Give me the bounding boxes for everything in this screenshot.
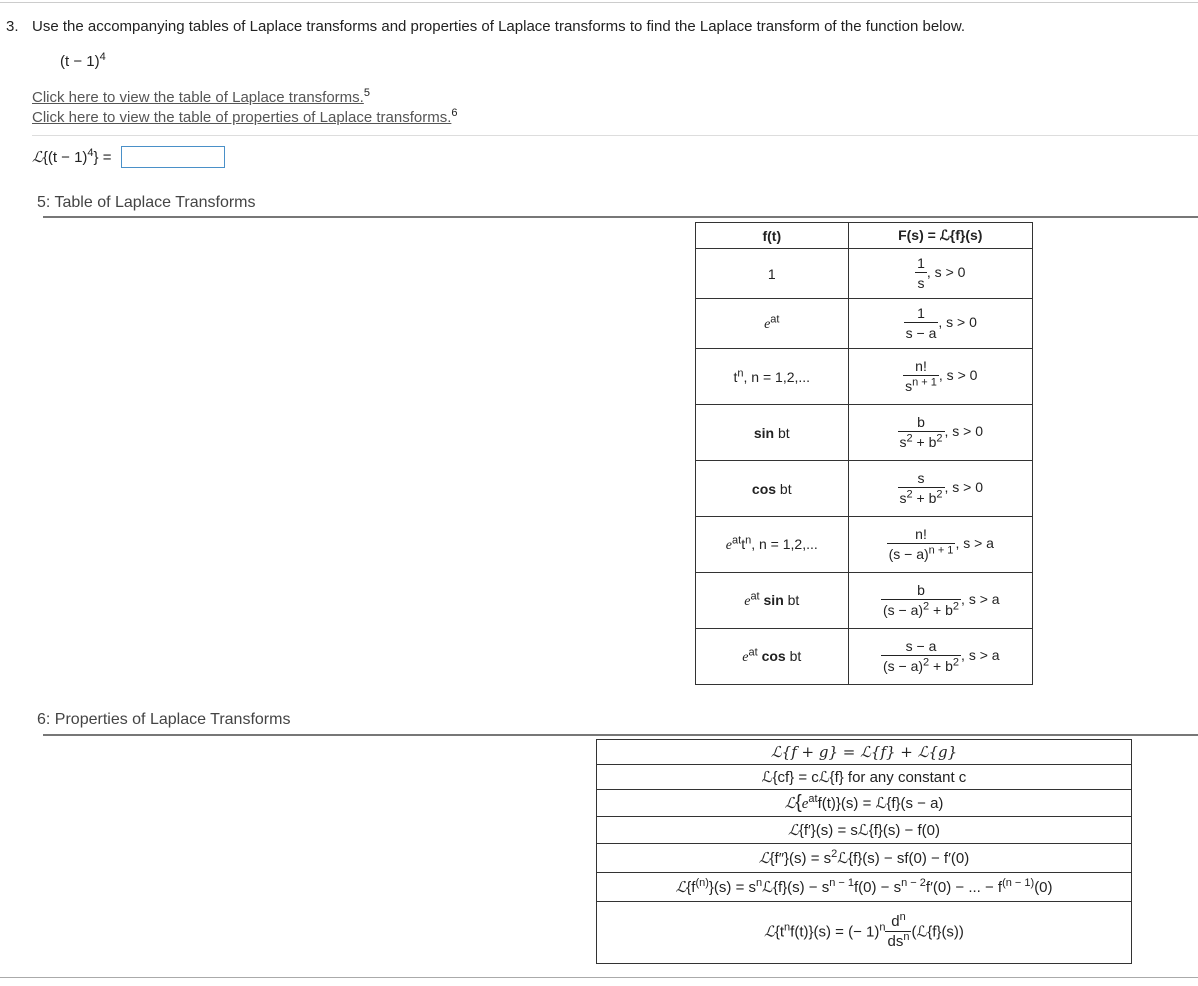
table-row: 1 $\frac{1}{s}$ , s > 0 [696, 249, 1033, 299]
table-row: $ℒ\{f^{(n)}\}(s)$ = $s^nℒ\{f\}(s) - s^{n - 1}f(0) - s^{n - 2}f'(0)$ − ... − $f^{(n - 1)}(0)$ [597, 873, 1132, 902]
problem-number: 3. [6, 18, 19, 35]
link-laplace-table[interactable]: Click here to view the table of Laplace transforms.$^5$ [32, 87, 370, 106]
table5-title: 5: Table of Laplace Transforms [37, 194, 256, 211]
col-header-ft: f(t) [696, 223, 849, 249]
table-row: ℒ{cf} = cℒ{f} for any constant c [597, 765, 1132, 790]
answer-label: ℒ{(t − 1)$^4$} = [32, 147, 112, 166]
properties-table [596, 739, 1132, 964]
table-row: $ℒ\{t^nf(t)\}(s)$ = (− 1)$^n$ $\frac{d^n}{ds^n}$ (ℒ{f}(s)) [597, 902, 1132, 964]
table-row: cos bt $\frac{s}{s^2 + b^2}$ , s > 0 [696, 461, 1033, 517]
table-row: $e^{at}$ $\frac{1}{s - a}$ , s > 0 [696, 299, 1033, 349]
col-header-Fs: F(s) = ℒ{f}(s) [848, 223, 1032, 249]
table6-title: 6: Properties of Laplace Transforms [37, 711, 291, 728]
function-expression: $(t - 1)^4$ [60, 51, 106, 70]
problem-prompt: Use the accompanying tables of Laplace transforms and properties of Laplace transforms to find the Laplace transform of the function below. [32, 18, 966, 35]
table-row: $e^{at}$ cos bt $\frac{s - a}{(s - a)^2 + b^2}$ , s > a [696, 629, 1033, 685]
table-row: $e^{at}$ sin bt $\frac{b}{(s - a)^2 + b^2}$ , s > a [696, 573, 1033, 629]
laplace-table [695, 222, 1033, 685]
answer-input[interactable] [121, 146, 225, 168]
table-row: ℒ{f′}(s) = sℒ{f}(s) − f(0) [597, 817, 1132, 844]
table-row: $e^{at}t^n$, n = 1,2,... $\frac{n!}{(s - a)^{n + 1}}$ , s > a [696, 517, 1033, 573]
table-row: $ℒ\{e^{at}f(t)\}(s)$ = ℒ{f}(s − a) [597, 790, 1132, 817]
table-row: sin bt $\frac{b}{s^2 + b^2}$ , s > 0 [696, 405, 1033, 461]
table-row: $t^n$, n = 1,2,... $\frac{n!}{s^{n + 1}}$ , s > 0 [696, 349, 1033, 405]
link-properties-table[interactable]: Click here to view the table of properties of Laplace transforms.$^6$ [32, 107, 458, 126]
table-row: ℒ{f″}(s) = $s^2ℒ\{f\}(s) - sf(0) - f'(0)$ [597, 844, 1132, 873]
table-row: ℒ{f + g} = ℒ{f} + ℒ{g} [597, 740, 1132, 765]
